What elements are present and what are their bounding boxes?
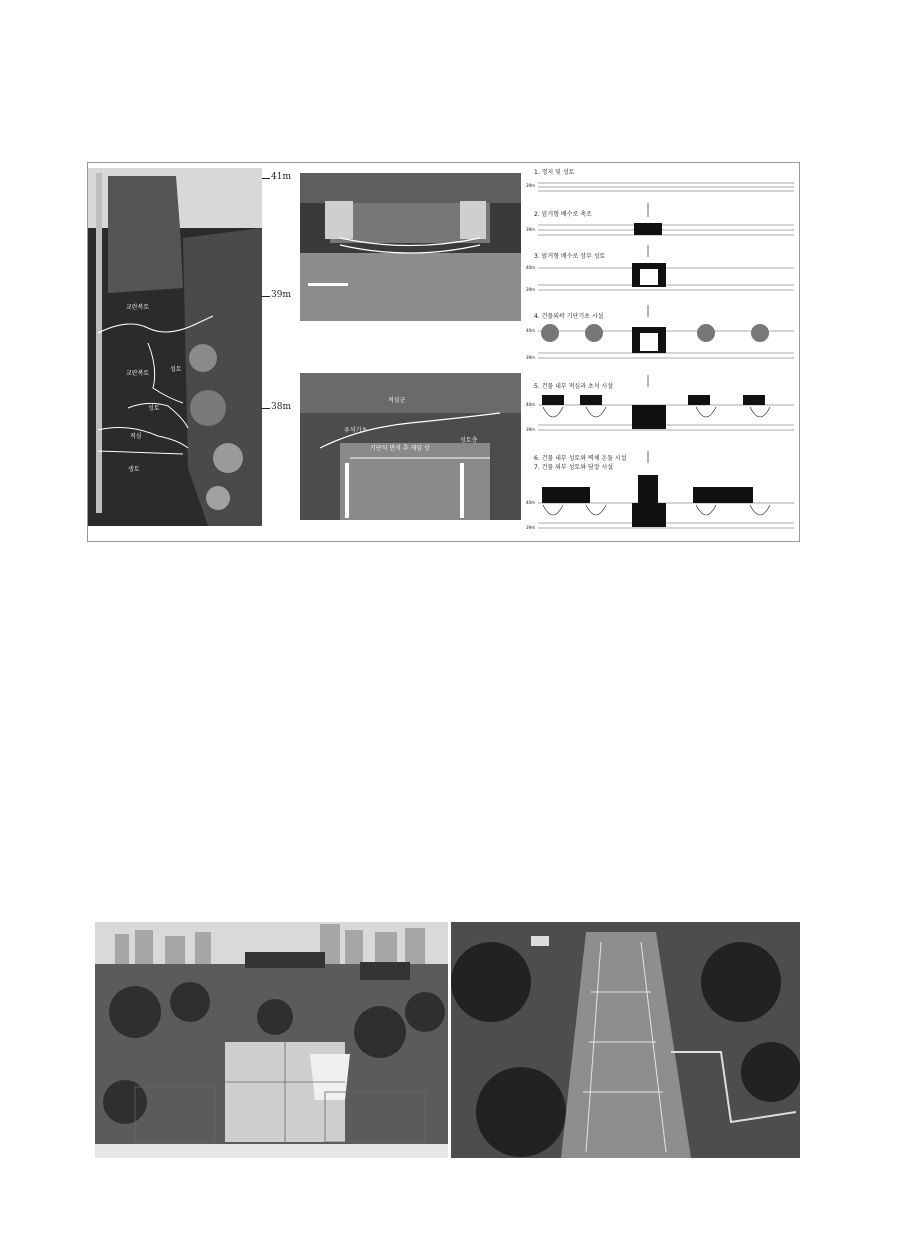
- step-title: 5. 건물 내부 적심과 초석 시설: [534, 383, 614, 390]
- step-title: 2. 암거형 배수로 축조: [534, 211, 592, 218]
- scale-label: 41m: [271, 172, 291, 182]
- level-label: 39m: [526, 287, 535, 292]
- level-label: 40m: [526, 402, 535, 407]
- layer-label: 교란복토: [126, 370, 150, 377]
- elevation-scale: [262, 168, 294, 526]
- level-label: 39m: [526, 183, 535, 188]
- photo-label: 기단석 면석 추 재임 상: [370, 445, 430, 452]
- step-title: 7. 건물 외부 성토와 담장 시설: [534, 464, 614, 471]
- aerial-photo-trench: [451, 922, 800, 1158]
- photo-label: 성토층: [460, 437, 478, 444]
- layer-label: 생토: [128, 466, 140, 473]
- level-label: 39m: [526, 427, 535, 432]
- scale-label: 38m: [271, 402, 291, 412]
- step-title: 4. 건물외곽 기단기초 시설: [534, 313, 604, 320]
- step-title: 1. 정지 및 성토: [534, 169, 575, 176]
- layer-label: 성토: [170, 366, 182, 373]
- construction-sequence-diagram: [528, 165, 794, 537]
- level-label: 40m: [526, 328, 535, 333]
- scale-tick: [262, 408, 270, 409]
- layer-label: 성토: [148, 405, 160, 412]
- level-label: 39m: [526, 525, 535, 530]
- aerial-photo-overview: [95, 922, 448, 1158]
- photo-label: 적심군: [388, 397, 406, 404]
- level-label: 39m: [526, 227, 535, 232]
- excavation-figure: [87, 162, 800, 542]
- level-label: 39m: [526, 355, 535, 360]
- excavation-photo-1: [300, 173, 521, 321]
- level-label: 40m: [526, 500, 535, 505]
- level-label: 40m: [526, 265, 535, 270]
- scale-tick: [262, 178, 270, 179]
- stratigraphy-photo: [88, 168, 262, 526]
- scale-label: 39m: [271, 290, 291, 300]
- layer-label: 적심: [130, 433, 142, 440]
- layer-label: 교란복토: [126, 304, 150, 311]
- step-title: 6. 건물 내부 성토와 벽체 온돌 시설: [534, 455, 627, 462]
- scale-tick: [262, 296, 270, 297]
- step-title: 3. 암거형 배수로 상부 성토: [534, 253, 606, 260]
- excavation-photo-2: [300, 373, 521, 520]
- photo-label: 우석기초: [344, 427, 368, 434]
